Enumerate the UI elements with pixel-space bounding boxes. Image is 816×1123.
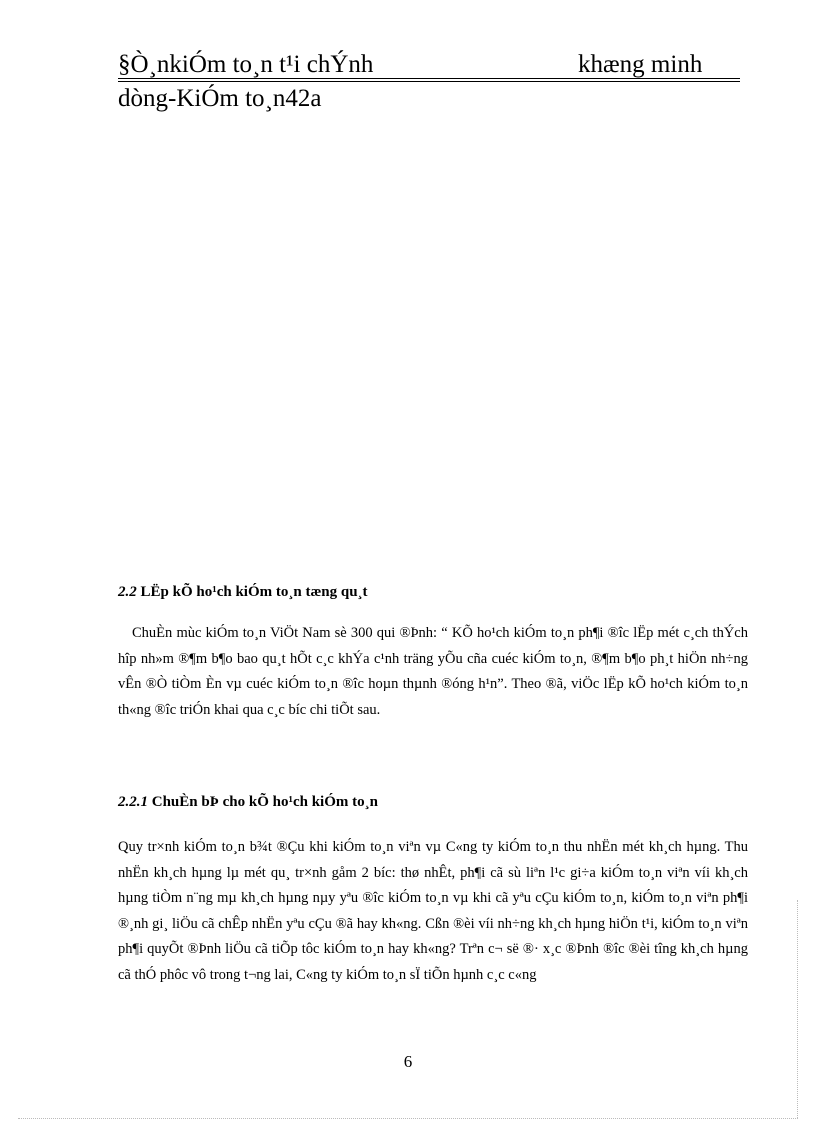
header-title-line [118,50,740,80]
section-2-2 [118,582,748,723]
section-2-2-1-number: 2.2.1 [118,794,148,810]
section-2-2-1 [118,792,748,989]
header-subtitle: dòng-KiÓm to¸n42a [118,85,322,112]
page-bottom-divider [18,1118,798,1119]
section-2-2-title: LËp kÕ ho¹ch kiÓm to¸n tæng qu¸t [140,584,368,600]
section-2-2-1-paragraph: Quy tr×nh kiÓm to¸n b¾t ®Çu khi kiÓm to¸n viªn vµ C«ng ty kiÓm to¸n thu nhËn mét kh¸ch hµng. Thu nhËn kh¸ch hµng lµ mét qu¸ tr×nh gåm 2 bíc: thø nhÊt, ph¶i cã sù liªn l¹c gi÷a kiÓm to¸n viªn víi kh¸ch hµng tiÒm n¨ng mµ kh¸ch hµng nµy yªu ®îc kiÓm to¸n vµ khi cã yªu cÇu kiÓm to¸n, kiÓm to¸n viªn ph¶i ®¸nh gi¸ liÖu cã chÊp nhËn yªu cÇu ®ã hay kh«ng. Cßn ®èi víi nh÷ng kh¸ch hµng hiÖn t¹i, kiÓm to¸n viªn ph¶i quyÕt ®Þnh liÖu cã tiÕp tôc kiÓm to¸n hay kh«ng? Trªn c¬ së ®· x¸c ®Þnh ®îc ®èi tîng kh¸ch hµng cã thÓ phôc vô trong t¬ng lai, C«ng ty kiÓm to¸n sÏ tiÕn hµnh c¸c c«ng [118,839,748,983]
page-header [118,50,740,114]
section-2-2-heading [118,582,748,602]
header-title-right: khæng minh [578,51,703,78]
header-underline-double [118,81,740,82]
section-2-2-number: 2.2 [118,584,137,600]
header-title-left: §Ò¸nkiÓm to¸n t¹i chÝnh [118,51,374,78]
section-2-2-paragraph: ChuÈn mùc kiÓm to¸n ViÖt Nam sè 300 qui ®Þnh: “ KÕ ho¹ch kiÓm to¸n ph¶i ®îc lËp mét c¸ch thÝch hîp nh»m ®¶m b¶o bao qu¸t hÕt c¸c khÝa c¹nh träng yÕu cña cuéc kiÓm to¸n, ®¶m b¶o ph¸t hiÖn nh÷ng vÊn ®Ò tiÒm Èn vµ cuéc kiÓm to¸n ®îc hoµn thµnh ®óng h¹n”. Theo ®ã, viÖc lËp kÕ ho¹ch kiÓm to¸n th«ng ®îc triÓn khai qua c¸c bíc chi tiÕt sau. [118,625,748,718]
page-number: 6 [403,1052,413,1071]
header-underline [118,78,740,79]
section-2-2-1-title: ChuÈn bÞ cho kÕ ho¹ch kiÓm to¸n [151,794,378,810]
section-2-2-1-heading [118,792,748,812]
page-right-divider [797,900,798,1118]
